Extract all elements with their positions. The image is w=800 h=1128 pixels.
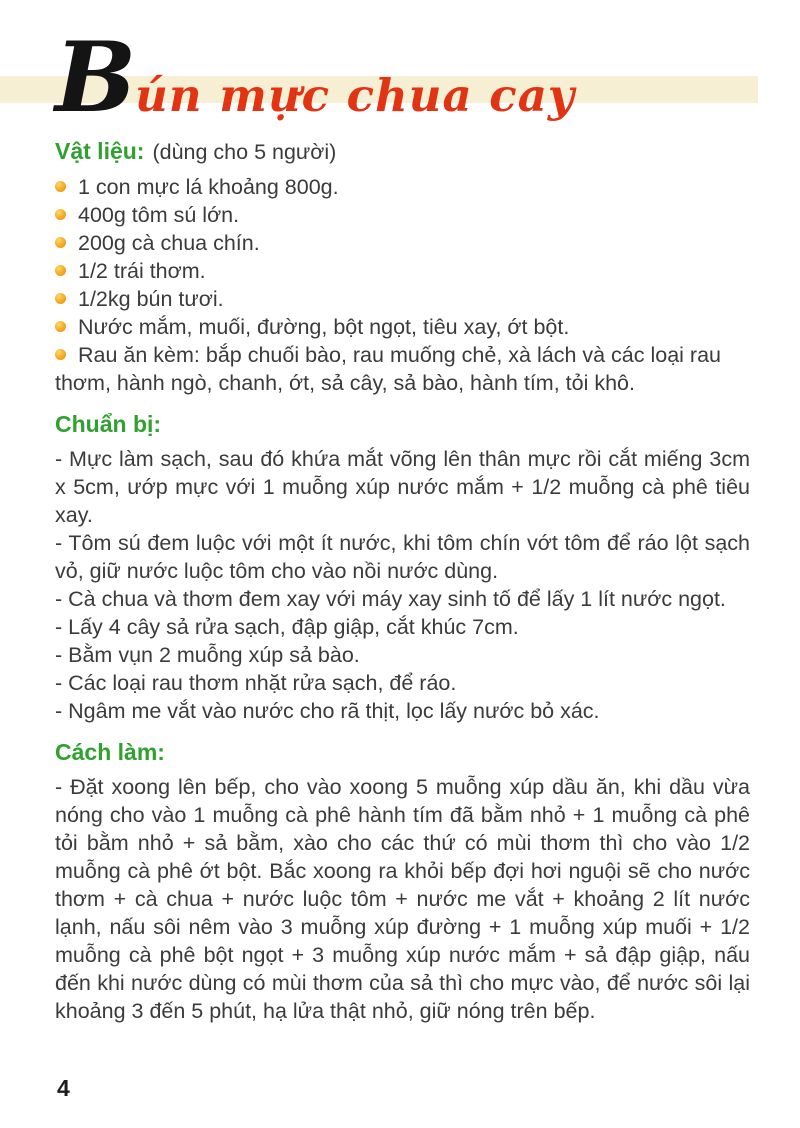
bullet-dot-icon	[55, 237, 66, 248]
title-initial-letter: B	[55, 21, 134, 134]
bullet-dot-icon	[55, 209, 66, 220]
preparation-step: - Tôm sú đem luộc với một ít nước, khi tôm chín vớt tôm để ráo lột sạch vỏ, giữ nước luộc tôm cho vào nồi nước dùng.	[55, 531, 750, 583]
method-heading: Cách làm:	[55, 739, 165, 765]
ingredient-item	[55, 201, 750, 229]
bullet-dot-icon	[55, 265, 66, 276]
ingredient-item	[55, 285, 750, 313]
ingredient-text: 1/2 trái thơm.	[78, 259, 206, 283]
recipe-title-area	[55, 21, 750, 134]
bullet-dot-icon	[55, 321, 66, 332]
ingredient-text: 200g cà chua chín.	[78, 231, 260, 255]
preparation-step: - Bằm vụn 2 muỗng xúp sả bào.	[55, 643, 360, 667]
preparation-step: - Mực làm sạch, sau đó khứa mắt võng lên thân mực rồi cắt miếng 3cm x 5cm, ướp mực với 1 muỗng xúp nước mắm + 1/2 muỗng cà phê tiêu xay.	[55, 447, 750, 527]
method-step: - Đặt xoong lên bếp, cho vào xoong 5 muỗng xúp dầu ăn, khi dầu vừa nóng cho vào 1 muỗng cà phê hành tím đã bằm nhỏ + 1 muỗng cà phê tỏi bằm nhỏ + sả bằm, xào cho các thứ có mùi thơm thì cho vào 1/2 muỗng cà phê ớt bột. Bắc xoong ra khỏi bếp đợi hơi nguội sẽ cho nước thơm + cà chua + nước luộc tôm + nước me vắt + khoảng 2 lít nước lạnh, nấu sôi nêm vào 3 muỗng xúp đường + 1 muỗng xúp muối + 1/2 muỗng cà phê bột ngọt + 3 muỗng xúp nước mắm + sả đập giập, nấu đến khi nước dùng có mùi thơm của sả thì cho mực vào, để nước sôi lại khoảng 3 đến 5 phút, hạ lửa thật nhỏ, giữ nóng trên bếp.	[55, 775, 750, 1023]
ingredient-item	[55, 173, 750, 201]
ingredients-list	[55, 173, 750, 397]
preparation-step: - Cà chua và thơm đem xay với máy xay sinh tố để lấy 1 lít nước ngọt.	[55, 587, 726, 611]
ingredient-item	[55, 257, 750, 285]
bullet-dot-icon	[55, 293, 66, 304]
ingredient-text: 1 con mực lá khoảng 800g.	[78, 175, 339, 199]
bullet-dot-icon	[55, 349, 66, 360]
ingredient-text: 1/2kg bún tươi.	[78, 287, 224, 311]
preparation-step: - Các loại rau thơm nhặt rửa sạch, để ráo.	[55, 671, 457, 695]
title-text: ún mực chua cay	[135, 69, 576, 122]
ingredient-text: Nước mắm, muối, đường, bột ngọt, tiêu xay, ớt bột.	[78, 315, 570, 339]
recipe-title	[55, 21, 750, 134]
ingredients-heading-label: Vật liệu:	[55, 138, 145, 164]
ingredients-section	[55, 136, 750, 397]
ingredients-heading	[55, 136, 750, 167]
preparation-section	[55, 409, 750, 725]
method-section	[55, 737, 750, 1025]
ingredient-item	[55, 341, 750, 397]
ingredient-item	[55, 229, 750, 257]
page-number: 4	[57, 1075, 70, 1101]
ingredient-text: 400g tôm sú lớn.	[78, 203, 240, 227]
preparation-step: - Lấy 4 cây sả rửa sạch, đập giập, cắt khúc 7cm.	[55, 615, 519, 639]
ingredient-item	[55, 313, 750, 341]
serving-note: (dùng cho 5 người)	[152, 140, 337, 164]
bullet-dot-icon	[55, 181, 66, 192]
ingredient-text: Rau ăn kèm: bắp chuối bào, rau muống chẻ, xà lách và các loại rau thơm, hành ngò, chanh, ớt, sả cây, sả bào, hành tím, tỏi khô.	[55, 343, 721, 395]
preparation-heading: Chuẩn bị:	[55, 411, 162, 437]
preparation-step: - Ngâm me vắt vào nước cho rã thịt, lọc lấy nước bỏ xác.	[55, 699, 600, 723]
